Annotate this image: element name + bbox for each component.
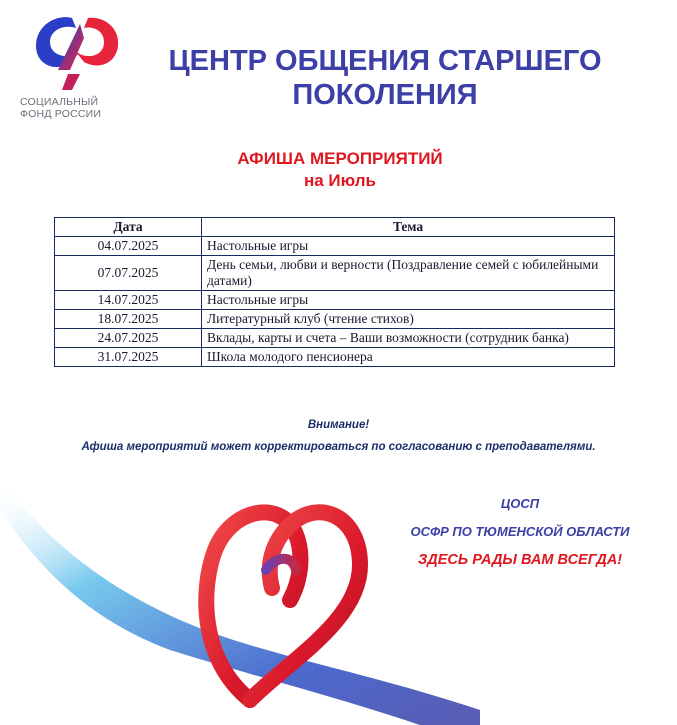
event-date: 18.07.2025 — [55, 310, 202, 329]
table-row — [55, 291, 615, 310]
event-topic: Школа молодого пенсионера — [202, 348, 615, 367]
logo-caption — [20, 96, 140, 120]
table-row — [55, 237, 615, 256]
event-topic: Литературный клуб (чтение стихов) — [202, 310, 615, 329]
afisha-title: АФИША МЕРОПРИЯТИЙ — [237, 149, 443, 168]
footer-slogan: ЗДЕСЬ РАДЫ ВАМ ВСЕГДА! — [417, 552, 623, 568]
footer-signature — [370, 490, 670, 574]
column-header-topic: Тема — [202, 218, 615, 237]
footer-center-name: ЦОСП — [500, 496, 540, 511]
event-topic: Вклады, карты и счета – Ваши возможности (сотрудник банка) — [202, 329, 615, 348]
table-row — [55, 310, 615, 329]
event-date: 07.07.2025 — [55, 256, 202, 291]
sfr-logo-icon — [28, 12, 124, 96]
event-date: 24.07.2025 — [55, 329, 202, 348]
column-header-date: Дата — [55, 218, 202, 237]
sfr-logo — [20, 12, 130, 122]
notice-text: Афиша мероприятий может корректироваться по согласованию с преподавателями. — [81, 441, 596, 453]
event-date: 14.07.2025 — [55, 291, 202, 310]
notice-title: Внимание! — [307, 419, 370, 431]
event-topic: Настольные игры — [202, 291, 615, 310]
logo-line-2: ФОНД РОССИИ — [20, 108, 102, 120]
event-topic: Настольные игры — [202, 237, 615, 256]
afisha-heading — [140, 148, 540, 192]
event-topic: День семьи, любви и верности (Поздравление семей с юбилейными датами) — [202, 256, 615, 291]
afisha-month: на Июль — [303, 171, 376, 190]
event-date: 31.07.2025 — [55, 348, 202, 367]
notice — [0, 414, 677, 458]
page-title: ЦЕНТР ОБЩЕНИЯ СТАРШЕГО ПОКОЛЕНИЯ — [168, 45, 602, 111]
footer-organization: ОСФР ПО ТЮМЕНСКОЙ ОБЛАСТИ — [410, 524, 630, 539]
event-date: 04.07.2025 — [55, 237, 202, 256]
table-header-row — [55, 218, 615, 237]
table-row — [55, 256, 615, 291]
logo-line-1: СОЦИАЛЬНЫЙ — [20, 96, 99, 108]
table-row — [55, 348, 615, 367]
table-row — [55, 329, 615, 348]
events-table — [54, 217, 615, 367]
